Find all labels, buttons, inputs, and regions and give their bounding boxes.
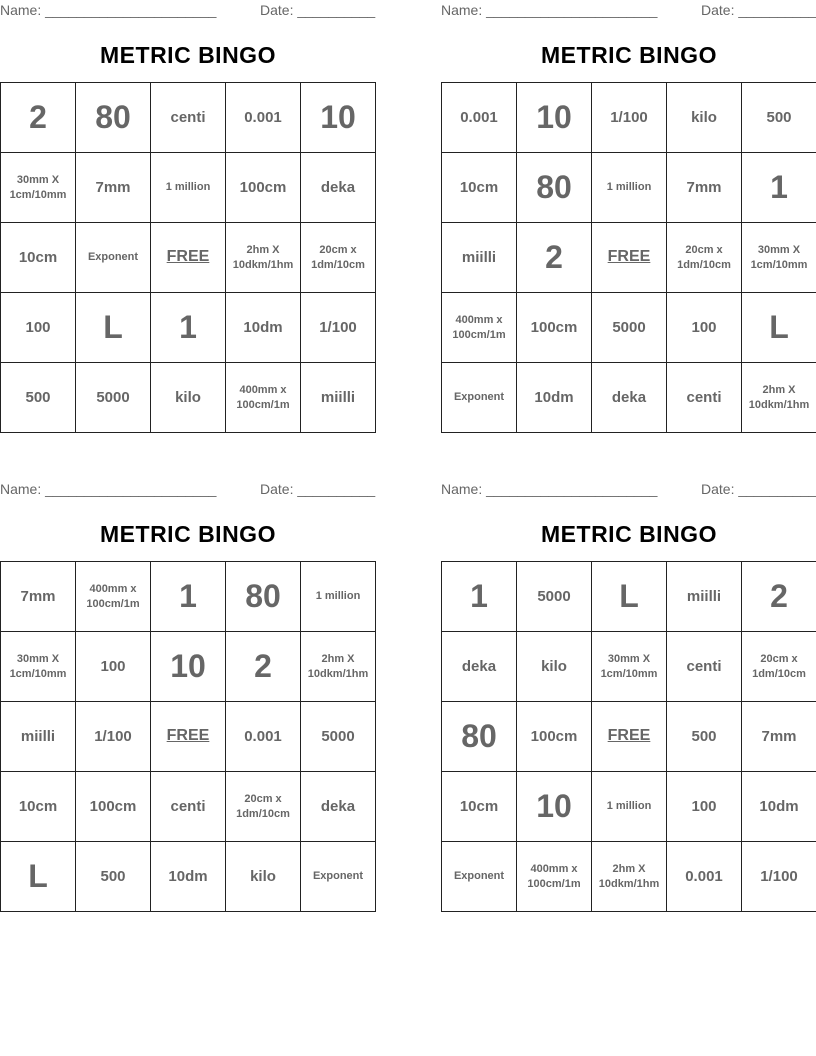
bingo-cell: 80 xyxy=(76,83,151,153)
bingo-cell: 20cm x 1dm/10cm xyxy=(226,772,301,842)
bingo-cell: 30mm X 1cm/10mm xyxy=(592,632,667,702)
bingo-row xyxy=(1,772,376,842)
bingo-cell: 0.001 xyxy=(226,83,301,153)
bingo-cell: 100cm xyxy=(76,772,151,842)
date-field-label: Date: __________ xyxy=(260,481,376,497)
bingo-cell: 1 million xyxy=(151,153,226,223)
date-field-label: Date: __________ xyxy=(701,2,816,18)
bingo-cell: miilli xyxy=(667,562,742,632)
bingo-cell: 2hm X 10dkm/1hm xyxy=(742,363,816,433)
free-space-cell: FREE xyxy=(151,223,226,293)
bingo-row xyxy=(1,153,376,223)
name-field-label: Name: ______________________ xyxy=(441,481,658,497)
bingo-cell: miilli xyxy=(442,223,517,293)
bingo-cell: 100cm xyxy=(517,702,592,772)
bingo-cell: deka xyxy=(301,153,376,223)
bingo-row xyxy=(442,223,816,293)
bingo-cell: kilo xyxy=(226,842,301,912)
bingo-row xyxy=(442,83,816,153)
bingo-row xyxy=(442,842,816,912)
card-title: METRIC BINGO xyxy=(541,42,717,68)
bingo-cell: miilli xyxy=(301,363,376,433)
bingo-cell: Exponent xyxy=(442,363,517,433)
bingo-cell: 100cm xyxy=(226,153,301,223)
bingo-cell: deka xyxy=(592,363,667,433)
bingo-row xyxy=(1,83,376,153)
bingo-row xyxy=(442,772,816,842)
bingo-cell: 10 xyxy=(151,632,226,702)
bingo-cell: 2hm X 10dkm/1hm xyxy=(226,223,301,293)
bingo-cell: 20cm x 1dm/10cm xyxy=(742,632,816,702)
bingo-cell: 80 xyxy=(517,153,592,223)
bingo-cell: 5000 xyxy=(76,363,151,433)
bingo-cell: 7mm xyxy=(667,153,742,223)
bingo-cell: 20cm x 1dm/10cm xyxy=(667,223,742,293)
bingo-cell: 1 xyxy=(742,153,816,223)
bingo-cell: centi xyxy=(151,772,226,842)
bingo-cell: 500 xyxy=(76,842,151,912)
bingo-cell: 5000 xyxy=(517,562,592,632)
bingo-row xyxy=(442,363,816,433)
card-header xyxy=(0,2,376,20)
bingo-cell: 10 xyxy=(301,83,376,153)
name-field-label: Name: ______________________ xyxy=(441,2,658,18)
bingo-cell: 10dm xyxy=(226,293,301,363)
bingo-row xyxy=(442,632,816,702)
bingo-cell: 1 million xyxy=(301,562,376,632)
bingo-cell: 30mm X 1cm/10mm xyxy=(1,632,76,702)
bingo-row xyxy=(1,293,376,363)
bingo-cell: 100 xyxy=(76,632,151,702)
bingo-cell: 500 xyxy=(742,83,816,153)
bingo-cell: centi xyxy=(667,632,742,702)
bingo-cell: 400mm x 100cm/1m xyxy=(226,363,301,433)
bingo-cell: 1/100 xyxy=(592,83,667,153)
bingo-cell: kilo xyxy=(151,363,226,433)
bingo-cell: 30mm X 1cm/10mm xyxy=(742,223,816,293)
bingo-cell: deka xyxy=(442,632,517,702)
bingo-cell: centi xyxy=(151,83,226,153)
bingo-grid xyxy=(441,561,816,912)
bingo-cell: 80 xyxy=(442,702,517,772)
bingo-cell: 0.001 xyxy=(667,842,742,912)
bingo-row xyxy=(1,562,376,632)
bingo-grid xyxy=(441,82,816,433)
bingo-cell: centi xyxy=(667,363,742,433)
bingo-cell: 1 million xyxy=(592,153,667,223)
bingo-row xyxy=(1,223,376,293)
bingo-cell: 7mm xyxy=(742,702,816,772)
bingo-grid xyxy=(0,561,376,912)
bingo-cell: 2 xyxy=(1,83,76,153)
bingo-cell: 0.001 xyxy=(442,83,517,153)
bingo-cell: L xyxy=(742,293,816,363)
date-field-label: Date: __________ xyxy=(701,481,816,497)
bingo-cell: 10dm xyxy=(517,363,592,433)
bingo-cell: 1/100 xyxy=(76,702,151,772)
bingo-cell: 400mm x 100cm/1m xyxy=(76,562,151,632)
bingo-cell: 10dm xyxy=(151,842,226,912)
bingo-row xyxy=(442,562,816,632)
free-space-cell: FREE xyxy=(592,702,667,772)
bingo-cell: 2hm X 10dkm/1hm xyxy=(592,842,667,912)
bingo-cell: L xyxy=(76,293,151,363)
bingo-row xyxy=(1,842,376,912)
bingo-cell: 0.001 xyxy=(226,702,301,772)
bingo-cell: kilo xyxy=(667,83,742,153)
bingo-cell: 2 xyxy=(226,632,301,702)
bingo-cell: 7mm xyxy=(1,562,76,632)
bingo-cell: Exponent xyxy=(301,842,376,912)
card-title: METRIC BINGO xyxy=(100,42,276,68)
bingo-cell: 20cm x 1dm/10cm xyxy=(301,223,376,293)
bingo-cell: 100 xyxy=(667,293,742,363)
date-field-label: Date: __________ xyxy=(260,2,376,18)
bingo-cell: 5000 xyxy=(301,702,376,772)
bingo-cell: kilo xyxy=(517,632,592,702)
card-header xyxy=(441,481,816,499)
bingo-cell: 400mm x 100cm/1m xyxy=(517,842,592,912)
bingo-cell: 10dm xyxy=(742,772,816,842)
bingo-cell: miilli xyxy=(1,702,76,772)
card-title: METRIC BINGO xyxy=(541,521,717,547)
bingo-cell: 500 xyxy=(667,702,742,772)
bingo-row xyxy=(1,363,376,433)
card-header xyxy=(441,2,816,20)
bingo-cell: 7mm xyxy=(76,153,151,223)
bingo-cell: 80 xyxy=(226,562,301,632)
bingo-cell: 1/100 xyxy=(742,842,816,912)
bingo-cell: 100 xyxy=(667,772,742,842)
bingo-cell: 5000 xyxy=(592,293,667,363)
bingo-cell: 1 xyxy=(151,293,226,363)
bingo-cell: 100cm xyxy=(517,293,592,363)
bingo-cell: deka xyxy=(301,772,376,842)
bingo-grid xyxy=(0,82,376,433)
bingo-cell: 2hm X 10dkm/1hm xyxy=(301,632,376,702)
free-space-cell: FREE xyxy=(592,223,667,293)
bingo-row xyxy=(1,702,376,772)
bingo-cell: Exponent xyxy=(76,223,151,293)
bingo-row xyxy=(442,293,816,363)
bingo-cell: L xyxy=(592,562,667,632)
bingo-cell: 10 xyxy=(517,772,592,842)
card-header xyxy=(0,481,376,499)
bingo-cell: 400mm x 100cm/1m xyxy=(442,293,517,363)
bingo-cell: Exponent xyxy=(442,842,517,912)
bingo-cell: 1/100 xyxy=(301,293,376,363)
bingo-cell: 1 xyxy=(151,562,226,632)
bingo-cell: 1 million xyxy=(592,772,667,842)
bingo-cell: 10cm xyxy=(1,223,76,293)
bingo-cell: 1 xyxy=(442,562,517,632)
bingo-cell: 10cm xyxy=(1,772,76,842)
bingo-cell: 30mm X 1cm/10mm xyxy=(1,153,76,223)
bingo-cell: 500 xyxy=(1,363,76,433)
free-space-cell: FREE xyxy=(151,702,226,772)
bingo-row xyxy=(442,153,816,223)
bingo-cell: L xyxy=(1,842,76,912)
name-field-label: Name: ______________________ xyxy=(0,481,217,497)
bingo-cell: 10cm xyxy=(442,772,517,842)
bingo-row xyxy=(442,702,816,772)
bingo-cell: 100 xyxy=(1,293,76,363)
bingo-cell: 2 xyxy=(742,562,816,632)
bingo-cell: 10 xyxy=(517,83,592,153)
card-title: METRIC BINGO xyxy=(100,521,276,547)
bingo-cell: 2 xyxy=(517,223,592,293)
bingo-row xyxy=(1,632,376,702)
name-field-label: Name: ______________________ xyxy=(0,2,217,18)
bingo-cell: 10cm xyxy=(442,153,517,223)
